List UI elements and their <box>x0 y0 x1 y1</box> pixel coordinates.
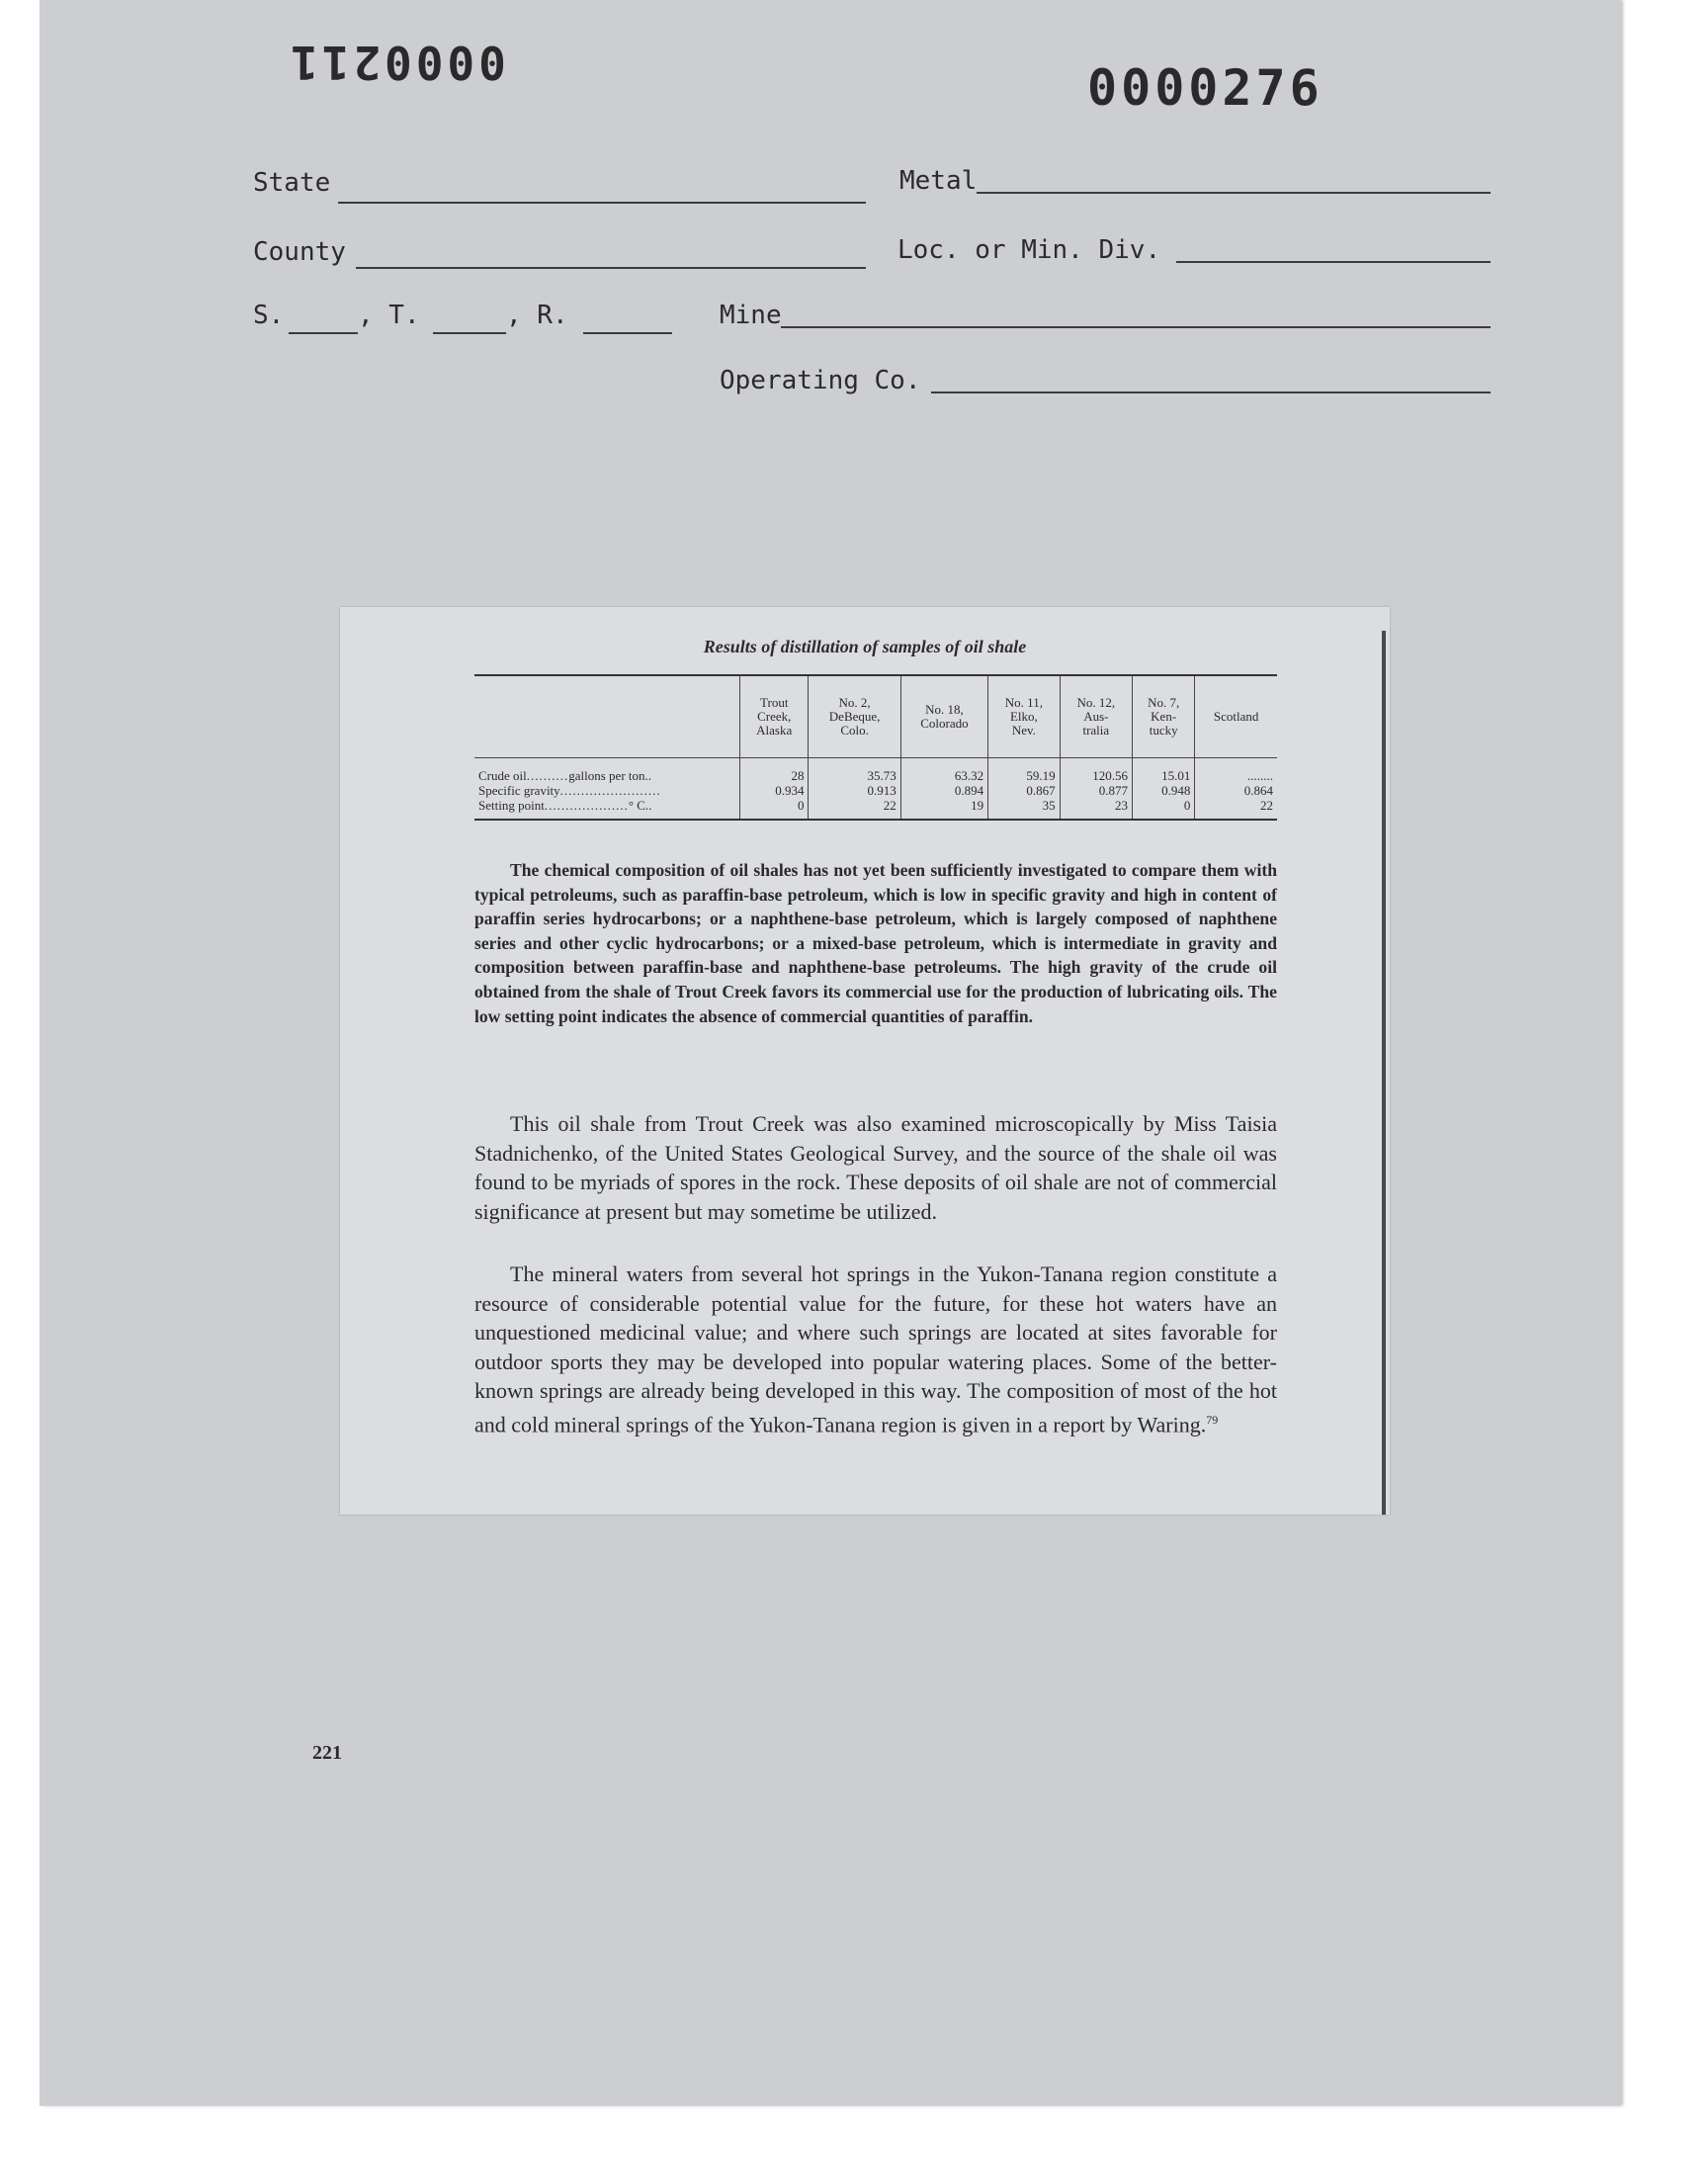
table-cell: 0.948 <box>1133 783 1195 798</box>
table-title: Results of distillation of samples of oil shale <box>703 637 1027 656</box>
table-cell: 59.19 <box>988 758 1061 784</box>
document-sheet <box>40 0 1621 2106</box>
table-cell: 0.877 <box>1060 783 1132 798</box>
table-cell: 0.867 <box>988 783 1061 798</box>
document-number-stamp-inverted: 0000211 <box>287 36 506 89</box>
county-line <box>356 267 866 269</box>
table-cell: 35.73 <box>809 758 900 784</box>
row-label: Specific gravity........................ <box>478 783 661 798</box>
state-line <box>338 202 866 204</box>
mine-label: Mine <box>720 301 782 330</box>
paragraph-chemical-composition: The chemical composition of oil shales has not yet been sufficiently investigated to compare them with typical petroleums, such as paraffin-base petroleum, which is low in specific gravity and high in content of paraffin series hydrocarbons; or a naphthene-base petroleum, which is largely composed of naphthene series and other cyclic hydrocarbons; or a mixed-base petroleum, which is intermediate in gravity and composition between paraffin-base and naphthene-base petroleums. The high gravity of the crude oil obtained from the shale of Trout Creek favors its commercial use for the production of lubricating oils. The low setting point indicates the absence of commercial quantities of paraffin. <box>474 860 1277 1026</box>
metal-line <box>977 192 1491 194</box>
table-cell: 0.894 <box>900 783 987 798</box>
paragraph-microscopic-exam: This oil shale from Trout Creek was also examined microscopically by Miss Taisia Stadnichenko, of the United States Geological Survey, and the source of the shale oil was found to be myriads of spores in the rock. These deposits of oil shale are not of commercial significance at present but may sometime be utilized. <box>474 1111 1277 1224</box>
row-label: Setting point....................° C.. <box>474 798 740 820</box>
table-cell: 0 <box>1133 798 1195 820</box>
distillation-table <box>474 674 1277 821</box>
table-cell: 28 <box>740 758 809 784</box>
col-header: Scotland <box>1195 675 1277 758</box>
range-label: , R. <box>506 301 568 330</box>
clipping-edge-shadow <box>1382 631 1386 1515</box>
pasted-clipping <box>340 607 1390 1515</box>
table-cell: 120.56 <box>1060 758 1132 784</box>
mine-line <box>781 326 1491 328</box>
state-label: State <box>253 168 331 198</box>
col-header: No. 11, Elko, Nev. <box>988 675 1061 758</box>
operating-co-label: Operating Co. <box>720 366 921 395</box>
table-row <box>474 758 1277 784</box>
table-cell: 19 <box>900 798 987 820</box>
loc-min-div-label: Loc. or Min. Div. <box>897 235 1161 265</box>
col-header: No. 12, Aus- tralia <box>1060 675 1132 758</box>
table-cell: 22 <box>809 798 900 820</box>
county-label: County <box>253 237 346 267</box>
table-cell: 35 <box>988 798 1061 820</box>
table-cell: 0 <box>740 798 809 820</box>
township-line <box>433 332 506 334</box>
table-cell: 15.01 <box>1133 758 1195 784</box>
section-label: S. <box>253 301 285 330</box>
table-cell: 23 <box>1060 798 1132 820</box>
table-cell: 63.32 <box>900 758 987 784</box>
row-label: Crude oil..........gallons per ton.. <box>478 768 652 783</box>
table-cell: 0.864 <box>1195 783 1277 798</box>
table-cell: 22 <box>1195 798 1277 820</box>
operating-co-line <box>931 392 1491 393</box>
metal-label: Metal <box>899 166 978 196</box>
page-number: 221 <box>312 1742 342 1764</box>
table-row <box>474 783 1277 798</box>
township-label: , T. <box>358 301 420 330</box>
paragraph-mineral-waters: The mineral waters from several hot springs in the Yukon-Tanana region constitute a resource of considerable potential value for the future, for these hot waters have an unquestioned medicinal value; and where such springs are located at sites favorable for outdoor sports they may be developed into popular watering places. Some of the better-known springs are already being developed in this way. The composition of most of the hot and cold mineral springs of the Yukon-Tanana region is given in a report by Waring.$^{79}$ <box>474 1262 1277 1437</box>
col-header: No. 7, Ken- tucky <box>1133 675 1195 758</box>
table-stub-header <box>474 675 740 758</box>
table-row <box>474 798 1277 820</box>
table-cell: 0.934 <box>740 783 809 798</box>
col-header: Trout Creek, Alaska <box>740 675 809 758</box>
col-header: No. 2, DeBeque, Colo. <box>809 675 900 758</box>
document-number-stamp: 0000276 <box>1087 59 1324 117</box>
section-line <box>289 332 358 334</box>
footnote-reference: 79 <box>1206 1412 1219 1427</box>
loc-min-div-line <box>1176 261 1491 263</box>
col-header: No. 18, Colorado <box>900 675 987 758</box>
table-cell: ........ <box>1195 758 1277 784</box>
table-cell: 0.913 <box>809 783 900 798</box>
range-line <box>583 332 672 334</box>
